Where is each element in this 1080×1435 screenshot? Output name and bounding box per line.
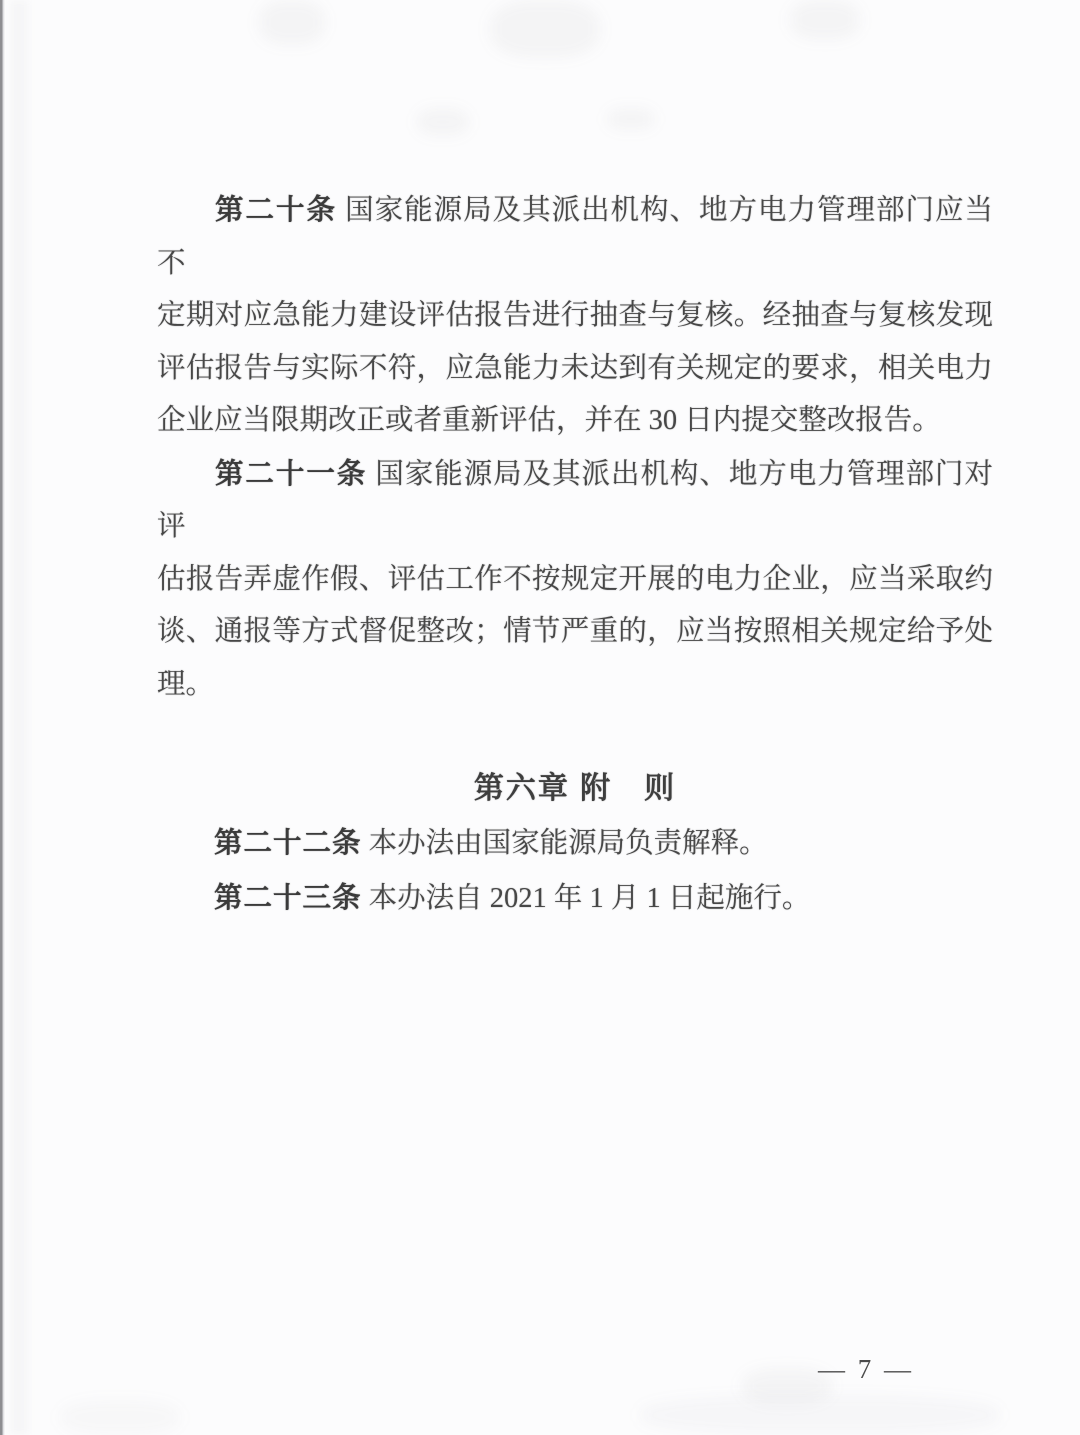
page-left-edge xyxy=(0,0,5,1435)
chapter-heading: 第六章 附 则 xyxy=(473,772,677,805)
article-label: 第二十条 xyxy=(214,194,337,226)
body-text: 国家能源局及其派出机构、地方电力管理部门应当不 xyxy=(157,195,993,279)
scan-smudge xyxy=(790,0,860,40)
article-20-paragraph xyxy=(157,184,993,448)
body-text: 本办法由国家能源局负责解释。 xyxy=(368,827,768,859)
body-line: 谈、通报等方式督促整改；情节严重的，应当按照相关规定给予处 xyxy=(157,616,993,647)
body-line: 评估报告与实际不符，应急能力未达到有关规定的要求，相关电力 xyxy=(157,352,993,384)
body-line xyxy=(157,184,993,290)
article-23-line xyxy=(157,871,993,926)
page-number: — 7 — xyxy=(818,1354,914,1384)
scan-smudge xyxy=(259,0,325,45)
body-text: 本办法自 2021 年 1 月 1 日起施行。 xyxy=(368,882,811,914)
article-21-paragraph xyxy=(157,448,993,712)
article-22-line xyxy=(157,816,993,871)
scan-shadow-band xyxy=(10,0,28,1435)
body-text: 国家能源局及其派出机构、地方电力管理部门对评 xyxy=(157,458,993,542)
body-line: 定期对应急能力建设评估报告进行抽查与复核。经抽查与复核发现 xyxy=(157,300,993,331)
scan-smudge xyxy=(417,108,469,136)
scan-smudge xyxy=(640,1395,1000,1435)
scan-smudge xyxy=(60,1400,180,1435)
document-body xyxy=(157,184,993,926)
scan-smudge xyxy=(490,0,600,58)
article-label: 第二十二条 xyxy=(214,826,362,859)
article-label: 第二十一条 xyxy=(214,457,368,490)
body-line: 企业应当限期改正或者重新评估，并在 30 日内提交整改报告。 xyxy=(157,405,941,436)
body-line xyxy=(157,448,993,554)
body-line: 估报告弄虚作假、评估工作不按规定开展的电力企业，应当采取约 xyxy=(157,563,993,595)
scan-smudge xyxy=(607,108,655,130)
body-line: 理。 xyxy=(157,668,215,700)
article-label: 第二十三条 xyxy=(214,881,362,914)
